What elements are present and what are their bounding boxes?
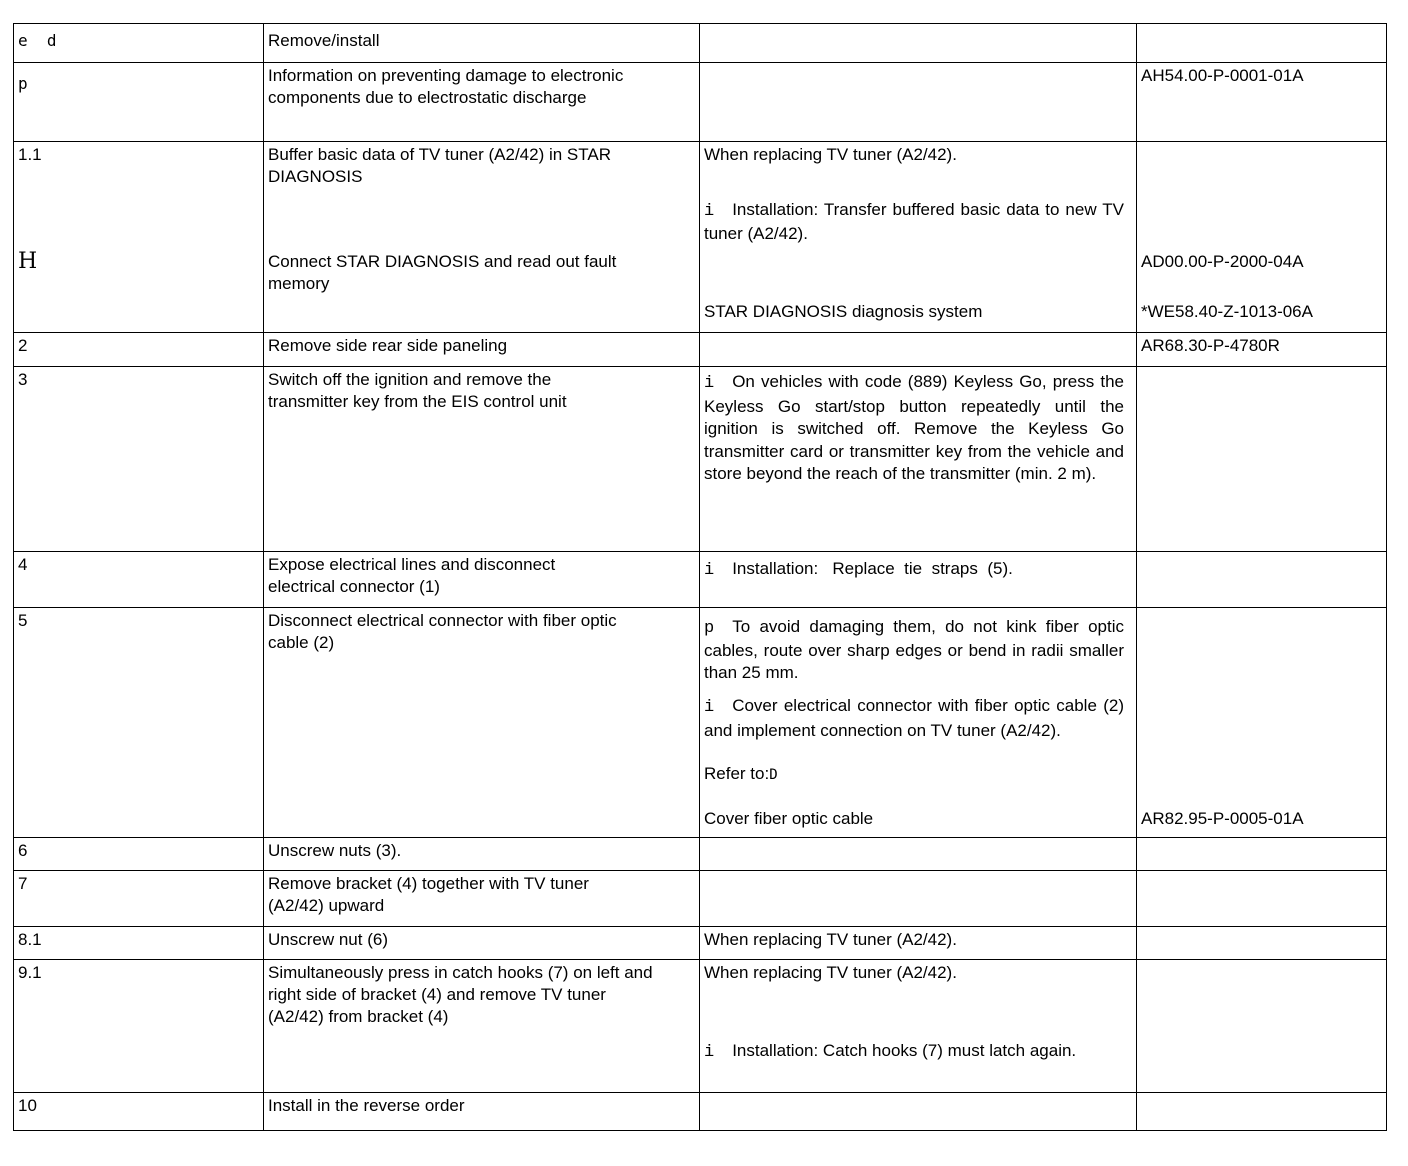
step-cell: 10 xyxy=(14,1093,264,1130)
info-icon: i xyxy=(704,561,715,580)
installation-note: i Installation: Catch hooks (7) must latch again. xyxy=(704,1041,1077,1062)
info-icon: i xyxy=(704,698,715,717)
task-cell: Switch off the ignition and remove the transmitter key from the EIS control unit xyxy=(264,367,700,551)
note-text: When replacing TV tuner (A2/42). xyxy=(704,963,957,982)
task-cell: Disconnect electrical connector with fiber optic cable (2) xyxy=(264,608,700,837)
reference-cell xyxy=(1137,142,1387,332)
info-icon: i xyxy=(704,374,715,393)
task-text-b: Connect STAR DIAGNOSIS and read out fault memory xyxy=(268,252,617,293)
step-cell: 8.1 xyxy=(14,927,264,959)
notes-cell xyxy=(700,63,1137,141)
table-row xyxy=(13,332,1387,366)
table-row xyxy=(13,62,1387,141)
note-text: When replacing TV tuner (A2/42). xyxy=(704,145,957,164)
table-row xyxy=(13,366,1387,551)
notes-cell xyxy=(700,1093,1137,1130)
document-icon: D xyxy=(769,767,778,783)
reference-link[interactable]: AR68.30-P-4780R xyxy=(1141,336,1280,355)
reference-cell xyxy=(1137,1093,1387,1130)
reference-cell xyxy=(1137,838,1387,870)
table-row xyxy=(13,23,1387,62)
step-cell: 3 xyxy=(14,367,264,551)
table-row xyxy=(13,926,1387,959)
reference-link[interactable]: *WE58.40-Z-1013-06A xyxy=(1141,302,1313,321)
step-symbol-h: H xyxy=(18,249,38,274)
task-text: Buffer basic data of TV tuner (A2/42) in STAR DIAGNOSIS xyxy=(268,145,612,186)
task-cell: Information on preventing damage to electronic components due to electrostatic discharge xyxy=(264,63,700,141)
notes-cell xyxy=(700,871,1137,926)
caution-icon: p xyxy=(704,619,715,638)
task-cell: Unscrew nuts (3). xyxy=(264,838,700,870)
step-cell: 4 xyxy=(14,552,264,607)
reference-link[interactable]: AR82.95-P-0005-01A xyxy=(1141,809,1304,828)
cover-fiber-text: Cover fiber optic cable xyxy=(704,809,874,828)
refer-to-link[interactable]: Refer to:D xyxy=(704,764,778,783)
table-row xyxy=(13,551,1387,607)
reference-cell xyxy=(1137,552,1387,607)
reference-cell xyxy=(1137,960,1387,1092)
reference-cell xyxy=(1137,608,1387,837)
notes-cell xyxy=(700,960,1137,1092)
table-row xyxy=(13,1092,1387,1131)
step-cell: p xyxy=(14,63,264,141)
table-row xyxy=(13,837,1387,870)
table-row xyxy=(13,607,1387,837)
notes-cell xyxy=(700,608,1137,837)
info-icon: i xyxy=(704,202,715,221)
table-row xyxy=(13,141,1387,332)
step-number: 1.1 xyxy=(18,145,42,164)
notes-cell xyxy=(700,838,1137,870)
reference-cell xyxy=(1137,871,1387,926)
step-cell: 5 xyxy=(14,608,264,837)
table-row xyxy=(13,959,1387,1092)
reference-cell xyxy=(1137,367,1387,551)
step-cell: 9.1 xyxy=(14,960,264,1092)
step-cell xyxy=(14,142,264,332)
installation-note: i Installation: Replace tie straps (5). xyxy=(704,559,1013,580)
step-cell: 6 xyxy=(14,838,264,870)
step-cell: e d xyxy=(14,24,264,62)
cover-connector-note: i Cover electrical connector with fiber optic cable (2) and implement connection on TV tuner (A2/42). xyxy=(704,696,1124,740)
info-icon: i xyxy=(704,1043,715,1062)
task-cell: Remove side rear side paneling xyxy=(264,333,700,366)
notes-cell xyxy=(700,333,1137,366)
notes-cell xyxy=(700,552,1137,607)
task-cell: Simultaneously press in catch hooks (7) on left and right side of bracket (4) and remove TV tuner (A2/42) from bracket (4) xyxy=(264,960,700,1092)
task-cell: Remove bracket (4) together with TV tuner (A2/42) upward xyxy=(264,871,700,926)
table-row xyxy=(13,870,1387,926)
diagnosis-system-text: STAR DIAGNOSIS diagnosis system xyxy=(704,302,983,321)
notes-cell xyxy=(700,367,1137,551)
reference-link[interactable]: AH54.00-P-0001-01A xyxy=(1141,66,1304,85)
keyless-go-note: i On vehicles with code (889) Keyless Go, press the Keyless Go start/stop button repeatedly until the ignition is switched off. Remove the Keyless Go transmitter card or transmitter key from the vehicle and store beyond the reach of the transmitter (min. 2 m). xyxy=(704,372,1124,483)
reference-cell xyxy=(1137,24,1387,62)
task-cell: Expose electrical lines and disconnect electrical connector (1) xyxy=(264,552,700,607)
notes-cell: When replacing TV tuner (A2/42). xyxy=(700,927,1137,959)
procedure-table xyxy=(13,23,1387,1131)
task-cell: Unscrew nut (6) xyxy=(264,927,700,959)
reference-cell xyxy=(1137,927,1387,959)
task-cell: Install in the reverse order xyxy=(264,1093,700,1130)
step-cell: 7 xyxy=(14,871,264,926)
reference-link[interactable]: AD00.00-P-2000-04A xyxy=(1141,252,1304,271)
fiber-optic-warning: p To avoid damaging them, do not kink fiber optic cables, route over sharp edges or bend in radii smaller than 25 mm. xyxy=(704,617,1124,682)
installation-note: i Installation: Transfer buffered basic data to new TV tuner (A2/42). xyxy=(704,200,1124,243)
step-cell: 2 xyxy=(14,333,264,366)
task-cell: Remove/install xyxy=(264,24,700,62)
task-cell xyxy=(264,142,700,332)
notes-cell xyxy=(700,24,1137,62)
notes-cell xyxy=(700,142,1137,332)
